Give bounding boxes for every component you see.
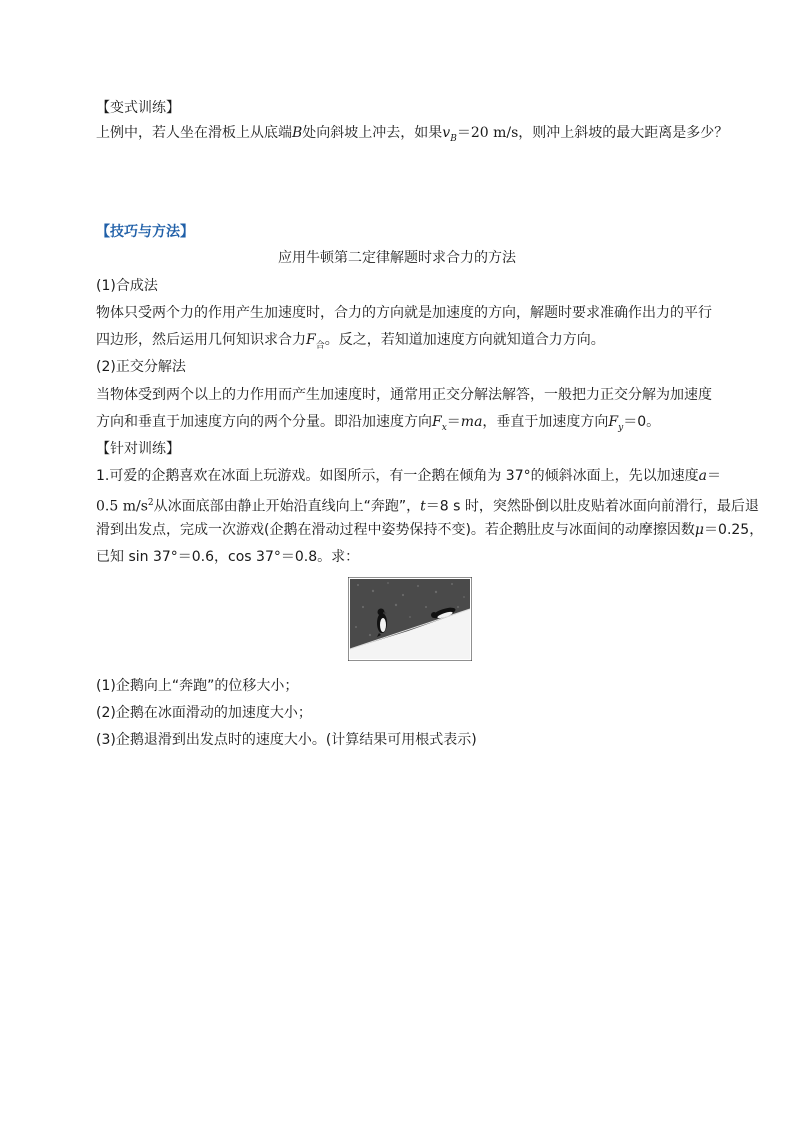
method-section1-line2	[96, 330, 605, 356]
point-b-label: B	[292, 125, 303, 141]
question-3: (3)企鹅退滑到出发点时的速度大小。(计算结果可用根式表示)	[96, 732, 477, 748]
net-force-subscript: 合	[315, 340, 325, 351]
method-section2-line1: 当物体受到两个以上的力作用而产生加速度时，通常用正交分解法解答，一般把力正交分解为加速度	[96, 387, 712, 403]
method-section1-line1: 物体只受两个力的作用产生加速度时，合力的方向就是加速度的方向，解题时要求准确作出力的平行	[96, 305, 712, 321]
squared-superscript: 2	[147, 498, 154, 508]
variant-question	[96, 123, 728, 149]
practice-line2-text-b: 从冰面底部由静止开始沿直线向上“奔跑”，	[153, 498, 421, 515]
fx-equals: ＝	[446, 414, 461, 430]
variant-question-text-1: 上例中，若人坐在滑板上从底端	[96, 125, 292, 141]
acceleration-value: 0.5 m/s	[96, 498, 148, 515]
practice-line3-text-a: 滑到出发点，完成一次游戏(企鹅在滑动过程中姿势保持不变)。若企鹅肚皮与冰面间的动摩擦因数	[96, 522, 695, 538]
practice-line4: 已知 sin 37°＝0.6，cos 37°＝0.8。求：	[96, 549, 360, 565]
fy-equals-zero: ＝0。	[623, 414, 661, 430]
practice-line1	[96, 466, 721, 486]
method-section1-line2-text-b: 。反之，若知道加速度方向就知道合力方向。	[324, 332, 605, 348]
friction-coefficient-symbol: μ	[694, 522, 705, 538]
practice-line3-text-b: ＝0.25，	[704, 522, 764, 538]
fy-symbol: F	[608, 414, 619, 430]
variant-question-text-2: 处向斜坡上冲去，如果	[302, 125, 443, 141]
practice-line1-text-b: ＝	[706, 468, 721, 484]
velocity-value: ＝20 m/s	[456, 125, 519, 141]
method-section2-title: (2)正交分解法	[96, 359, 186, 375]
penguin-on-ice-figure	[348, 577, 472, 661]
practice-line1-text-a: 1.可爱的企鹅喜欢在冰面上玩游戏。如图所示，有一企鹅在倾角为 37°的倾斜冰面上，先以加速度	[96, 468, 699, 484]
net-force-symbol: F	[306, 332, 316, 348]
fx-symbol: F	[432, 414, 442, 430]
method-section2-line2	[96, 412, 660, 438]
practice-heading: 【针对训练】	[96, 441, 180, 457]
method-section1-line2-text-a: 四边形，然后运用几何知识求合力	[96, 332, 306, 348]
method-section1-title: (1)合成法	[96, 278, 158, 294]
fy-subscript: y	[618, 422, 624, 433]
practice-line3	[96, 520, 763, 540]
fx-subscript: x	[441, 422, 447, 433]
practice-line2-text-c: ＝8 s 时，突然卧倒以肚皮贴着冰面向前滑行，最后退	[425, 498, 759, 515]
acceleration-symbol: a	[698, 468, 707, 484]
method-section2-line2-text-a: 方向和垂直于加速度方向的两个分量。即沿加速度方向	[96, 414, 432, 430]
question-1: (1)企鹅向上“奔跑”的位移大小；	[96, 678, 299, 694]
ma-symbol: ma	[460, 414, 483, 430]
velocity-symbol: v	[442, 125, 451, 141]
question-2: (2)企鹅在冰面滑动的加速度大小；	[96, 705, 312, 721]
velocity-subscript: B	[450, 133, 457, 144]
method-heading: 【技巧与方法】	[96, 224, 194, 240]
time-symbol: t	[420, 498, 426, 515]
method-section2-line2-text-b: ，垂直于加速度方向	[482, 414, 609, 430]
method-title: 应用牛顿第二定律解题时求合力的方法	[278, 250, 516, 266]
practice-line2	[96, 493, 759, 517]
variant-question-text-3: ，则冲上斜坡的最大距离是多少？	[518, 125, 729, 141]
variant-heading: 【变式训练】	[96, 100, 180, 116]
